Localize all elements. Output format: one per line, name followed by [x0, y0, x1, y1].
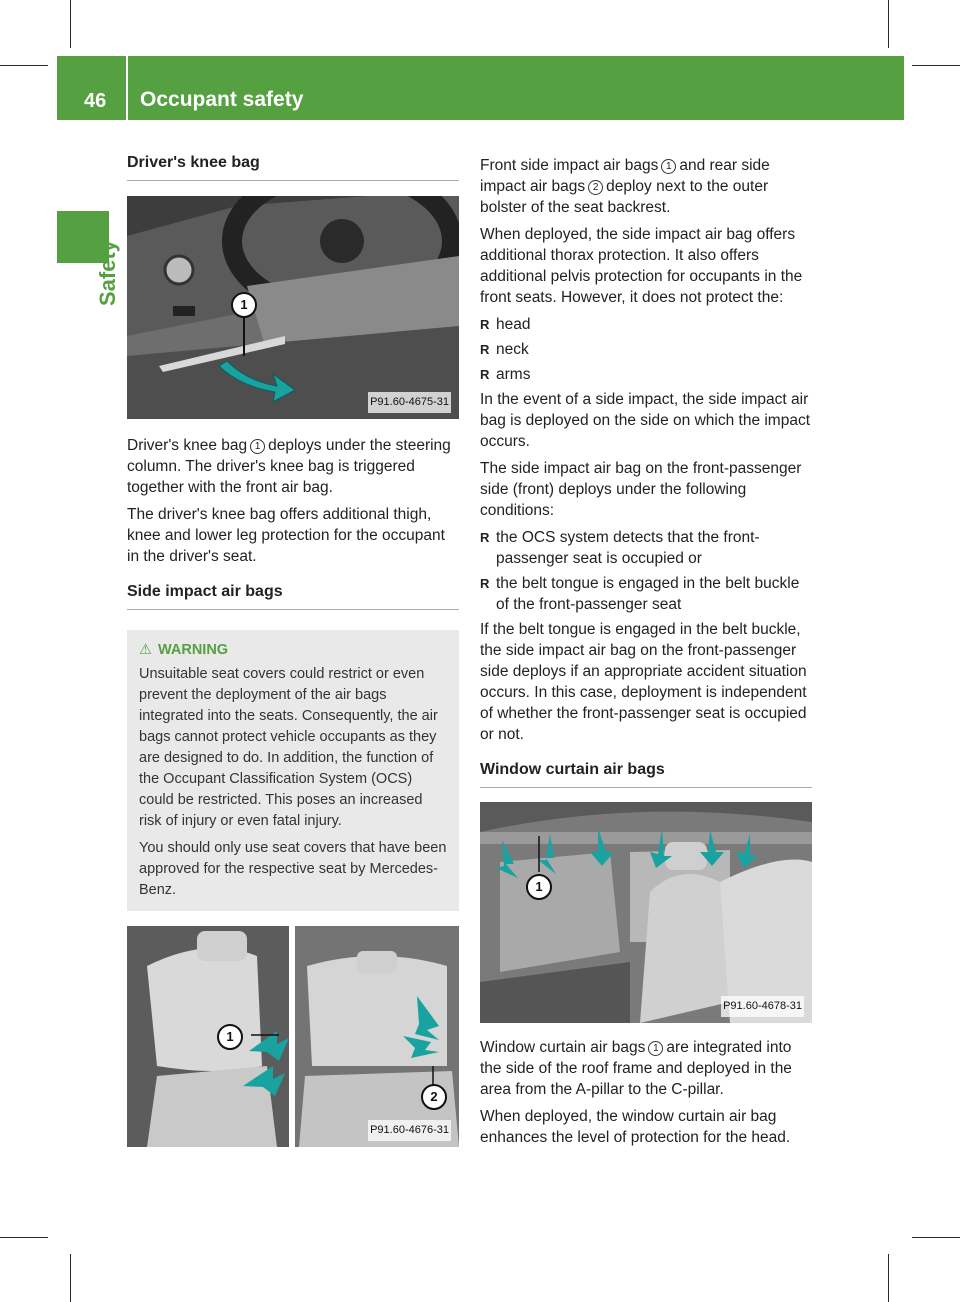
text: deploys under the steering column. The driver's knee bag is triggered together with the front air bag.: [127, 437, 451, 496]
list-item: R the belt tongue is engaged in the belt buckle of the front-passenger seat: [480, 573, 812, 615]
text: and rear side impact air bags: [480, 157, 770, 195]
callout-badge: 2: [588, 180, 603, 195]
warning-title-text: WARNING: [158, 642, 229, 658]
crop-mark: [912, 1237, 960, 1238]
figure-code: P91.60-4678-31: [721, 996, 804, 1017]
callout-badge: 1: [250, 439, 265, 454]
warning-paragraph-2: You should only use seat covers that have been approved for the respective seat by Mercedes-Benz.: [139, 840, 447, 898]
side-impact-paragraph-2: When deployed, the side impact air bag offers additional thorax protection. It also offers additional pelvis protection for occupants in the front seats. However, it does not protect the:: [480, 226, 803, 306]
window-curtain-paragraph-2: When deployed, the window curtain air bag enhances the level of protection for the head.: [480, 1108, 791, 1146]
side-impact-figure: [127, 926, 459, 1147]
header-separator: [126, 56, 128, 120]
callout-1: 1: [526, 874, 552, 900]
list-item: R neck: [480, 339, 812, 360]
crop-mark: [912, 65, 960, 66]
callout-badge: 1: [648, 1041, 663, 1056]
crop-mark: [70, 0, 71, 48]
knee-bag-paragraph-1: [127, 435, 459, 498]
window-curtain-paragraph-1: [480, 1037, 812, 1100]
side-impact-paragraph-5: If the belt tongue is engaged in the belt buckle, the side impact air bag on the front-passenger side deploys if an appropriate accident situation occurs. In this case, deployment is independent of whether the front-passenger seat is occupied or not.: [480, 621, 807, 743]
crop-mark: [888, 0, 889, 48]
section-title: Occupant safety: [140, 88, 304, 111]
knee-bag-paragraph-2: The driver's knee bag offers additional thigh, knee and lower leg protection for the occupant in the driver's seat.: [127, 506, 445, 565]
text: deploy next to the outer bolster of the seat backrest.: [480, 178, 769, 216]
crop-mark: [0, 1237, 48, 1238]
callout-1: 1: [217, 1024, 243, 1050]
right-column: [480, 155, 812, 1154]
callout-2: 2: [421, 1084, 447, 1110]
left-column: [127, 152, 459, 1147]
side-tab-label: Safety: [95, 239, 120, 306]
crop-mark: [70, 1254, 71, 1302]
side-impact-illustration: [127, 926, 459, 1147]
warning-paragraph-1: Unsuitable seat covers could restrict or even prevent the deployment of the air bags integrated into the seats. Consequently, the air bags cannot protect vehicle occupants as they are designed to do. In addition, the function of the Occupant Classification System (OCS) could be restricted. This poses an increased risk of injury or even fatal injury.: [139, 666, 438, 829]
callout-badge: 1: [661, 159, 676, 174]
window-curtain-heading: Window curtain air bags: [480, 761, 665, 778]
window-curtain-illustration: [480, 802, 812, 1023]
knee-bag-illustration: [127, 196, 459, 419]
warning-title: [139, 640, 449, 661]
warning-triangle-icon: ⚠: [139, 642, 152, 658]
knee-bag-figure: [127, 196, 459, 419]
side-impact-paragraph-1: [480, 155, 812, 218]
callout-1: 1: [231, 292, 257, 318]
protection-exclusions-list: [480, 314, 812, 385]
crop-mark: [0, 65, 48, 66]
knee-bag-heading-block: [127, 152, 459, 181]
crop-mark: [888, 1254, 889, 1302]
side-impact-paragraph-3: In the event of a side impact, the side impact air bag is deployed on the side on which the impact occurs.: [480, 391, 811, 450]
figure-code: P91.60-4676-31: [368, 1120, 451, 1141]
page-number: 46: [84, 90, 107, 112]
figure-code: P91.60-4675-31: [368, 392, 451, 413]
knee-bag-heading: Driver's knee bag: [127, 154, 260, 171]
list-item: R the OCS system detects that the front-passenger seat is occupied or: [480, 527, 812, 569]
list-item: R head: [480, 314, 812, 335]
window-curtain-heading-block: [480, 759, 812, 788]
text: Window curtain air bags: [480, 1039, 646, 1056]
side-impact-paragraph-4: The side impact air bag on the front-passenger side (front) deploys under the following conditions:: [480, 460, 802, 519]
deploy-conditions-list: [480, 527, 812, 615]
text: Front side impact air bags: [480, 157, 659, 174]
list-item: R arms: [480, 364, 812, 385]
text: are integrated into the side of the roof frame and deployed in the area from the A-pillar to the C-pillar.: [480, 1039, 792, 1098]
window-curtain-figure: [480, 802, 812, 1023]
side-impact-heading-block: [127, 581, 459, 610]
side-impact-heading: Side impact air bags: [127, 583, 283, 600]
text: Driver's knee bag: [127, 437, 248, 454]
warning-box: [127, 630, 459, 911]
